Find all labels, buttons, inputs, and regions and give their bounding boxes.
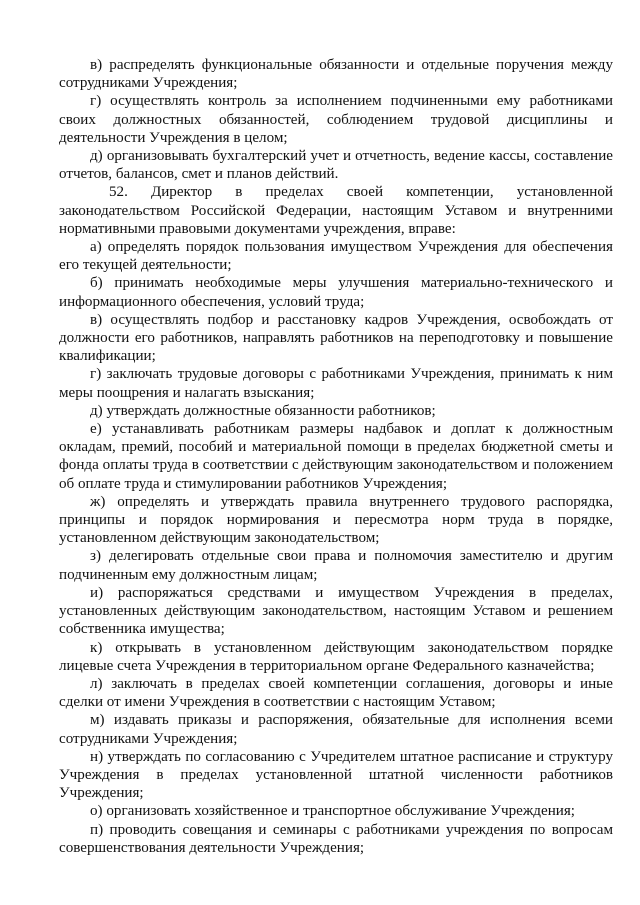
list-item: б) принимать необходимые меры улучшения материально-технического и информационного обеспечения, условий труда; [59,275,613,310]
list-item: е) устанавливать работникам размеры надбавок и доплат к должностным окладам, премий, пособий и материальной помощи в пределах бюджетной сметы и фонда оплаты труда в соответствии с действующим законодательством и положением об оплате труда и стимулировании работников Учреждения; [59,421,613,492]
list-item: и) распоряжаться средствами и имуществом Учреждения в пределах, установленных действующим законодательством, настоящим Уставом и решением собственника имущества; [59,584,613,638]
list-item: з) делегировать отдельные свои права и полномочия заместителю и другим подчиненным ему должностным лицам; [59,548,613,583]
clause-paragraph: 52. Директор в пределах своей компетенции, установленной законодательством Российской Федерации, настоящим Уставом и внутренними нормативными правовыми документами учреждения, вправе: [59,184,613,237]
list-item: а) определять порядок пользования имуществом Учреждения для обеспечения его текущей деятельности; [59,239,613,274]
list-item: д) организовывать бухгалтерский учет и отчетность, ведение кассы, составление отчетов, балансов, смет и планов действий. [59,148,613,183]
document-page [59,56,613,857]
list-item: п) проводить совещания и семинары с работниками учреждения по вопросам совершенствования деятельности Учреждения; [59,821,613,856]
list-item: г) заключать трудовые договоры с работниками Учреждения, принимать к ним меры поощрения и налагать взыскания; [59,366,613,401]
list-item: в) осуществлять подбор и расстановку кадров Учреждения, освобождать от должности его работников, направлять работников на переподготовку и повышение квалификации; [59,311,613,365]
list-item: г) осуществлять контроль за исполнением подчиненными ему работниками своих должностных обязанностей, соблюдением трудовой дисциплины и деятельности Учреждения в целом; [59,93,613,146]
list-item: д) утверждать должностные обязанности работников; [90,402,436,419]
list-item: ж) определять и утверждать правила внутреннего трудового распорядка, принципы и порядок нормирования и пересмотра норм труда в порядке, установленном действующим законодательством; [59,493,613,547]
list-item: н) утверждать по согласованию с Учредителем штатное расписание и структуру Учреждения в пределах установленной штатной численности работников Учреждения; [59,748,613,802]
list-item: м) издавать приказы и распоряжения, обязательные для исполнения всеми сотрудниками Учреждения; [59,712,613,747]
list-item: к) открывать в установленном действующим законодательством порядке лицевые счета Учреждения в территориальном органе Федерального казначейства; [59,639,613,674]
list-item: л) заключать в пределах своей компетенции соглашения, договоры и иные сделки от имени Учреждения в соответствии с настоящим Уставом; [59,675,613,711]
list-item: в) распределять функциональные обязанности и отдельные поручения между сотрудниками Учреждения; [59,57,613,92]
list-item: о) организовать хозяйственное и транспортное обслуживание Учреждения; [90,803,575,820]
